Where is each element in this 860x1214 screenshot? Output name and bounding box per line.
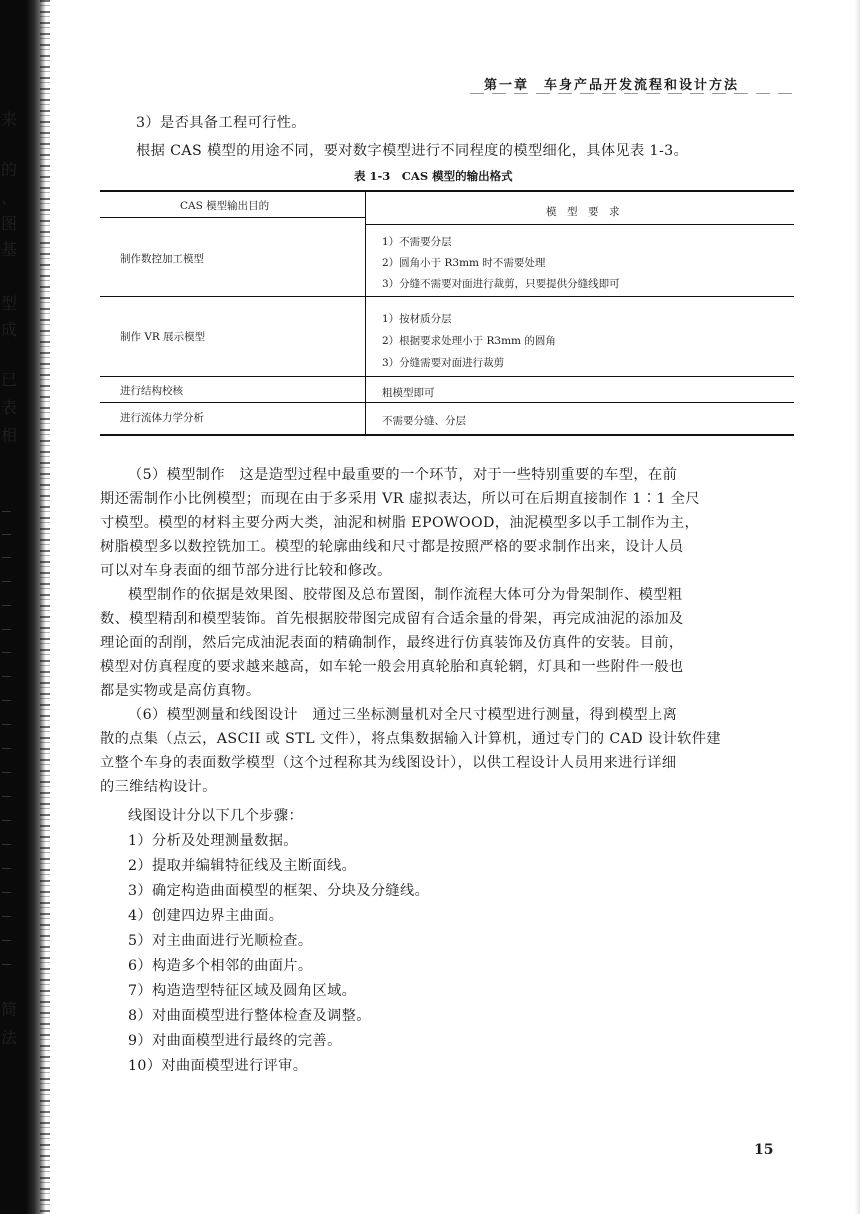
left-dash [2,700,11,701]
text-line: 立整个车身的表面数学模型（这个过程称其为线图设计），以供工程设计人员用来进行详细 [100,755,677,771]
left-char: 基 [1,240,18,259]
text-line: 数、模型精刮和模型装饰。首先根据胶带图完成留有合适余量的骨架，再完成油泥的添加及 [100,611,684,627]
table-row-rule [100,376,794,377]
table-cell-requirement: 粗模型即可 [382,387,435,399]
left-dash [2,892,11,893]
list-item: 2）提取并编辑特征线及主断面线。 [128,858,357,874]
table-cell-requirement: 不需要分缝、分层 [382,415,466,427]
left-dash [2,652,11,653]
paragraph-feasibility: 3）是否具备工程可行性。 [136,115,306,131]
left-char: 表 [1,398,18,417]
table-cell-requirement: 3）分缝需要对面进行裁剪 [382,357,505,369]
table-bottom-rule [100,434,794,436]
left-dash [2,844,11,845]
table-top-rule [100,190,794,192]
left-char: 来 [1,110,18,129]
list-item: 5）对主曲面进行光顺检查。 [128,933,313,949]
left-dash [2,676,11,677]
page-number: 15 [754,1142,774,1158]
text-line: 寸模型。模型的材料主要分两大类，油泥和树脂 EPOWOOD，油泥模型多以手工制作为主， [100,515,700,531]
spine-edge-texture [40,0,50,1214]
left-dash [2,868,11,869]
page-edge-shadow [855,0,860,1214]
table-header-purpose: CAS 模型输出目的 [180,200,270,212]
left-char: 、 [1,188,18,207]
left-dash [2,964,11,965]
cas-output-table [100,190,794,436]
list-item: 9）对曲面模型进行最终的完善。 [128,1033,342,1049]
list-item: 6）构造多个相邻的曲面片。 [128,958,313,974]
left-dash [2,772,11,773]
left-dash [2,748,11,749]
header-rule [470,93,792,94]
text-line: 模型对仿真程度的要求越来越高，如车轮一般会用真轮胎和真轮辋，灯具和一些附件一般也 [100,659,684,675]
table-cell-purpose: 进行结构校核 [120,385,183,397]
text-line: 树脂模型多以数控铣加工。模型的轮廓曲线和尺寸都是按照严格的要求制作出来，设计人员 [100,539,684,555]
table-cell-purpose: 进行流体力学分析 [120,412,204,424]
left-dash [2,796,11,797]
left-char: 型 [1,294,18,313]
table-cell-purpose: 制作 VR 展示模型 [120,331,206,343]
left-dash [2,940,11,941]
table-cell-purpose: 制作数控加工模型 [120,253,204,265]
text-line: 期还需制作小比例模型；而现在由于多采用 VR 虚拟表达，所以可在后期直接制作 1∶1 全尺 [100,491,700,507]
left-char: 图 [1,214,18,233]
left-char: 相 [1,426,18,445]
left-dash [2,724,11,725]
text-line: 的三维结构设计。 [100,779,217,795]
left-dash [2,916,11,917]
left-dash [2,557,11,558]
table-header-rule-right [365,224,794,225]
left-dash [2,534,11,535]
table-header-requirements: 模 型 要 求 [546,206,620,218]
text-line: 理论面的刮削，然后完成油泥表面的精确制作，最终进行仿真装饰及仿真件的安装。目前， [100,635,684,651]
left-char: 简 [1,1000,18,1019]
table-cell-requirement: 2）圆角小于 R3mm 时不需要处理 [382,257,546,269]
text-line: （5）模型制作 这是造型过程中最重要的一个环节，对于一些特别重要的车型，在前 [128,467,678,483]
left-dash [2,511,11,512]
table-cell-requirement: 3）分缝不需要对面进行裁剪，只要提供分缝线即可 [382,278,620,290]
list-item: 8）对曲面模型进行整体检查及调整。 [128,1008,371,1024]
table-column-divider [365,190,366,436]
left-char: 成 [1,320,18,339]
list-item: 3）确定构造曲面模型的框架、分块及分缝线。 [128,883,430,899]
text-line: 散的点集（点云，ASCII 或 STL 文件），将点集数据输入计算机，通过专门的 CAD 设计软件建 [100,731,721,747]
paragraph-cas-intro: 根据 CAS 模型的用途不同，要对数字模型进行不同程度的模型细化，具体见表 1-3。 [136,143,689,159]
table-row-rule [100,296,794,297]
left-char: 的 [1,160,18,179]
list-item: 10）对曲面模型进行评审。 [128,1058,308,1074]
table-cell-requirement: 1）不需要分层 [382,236,452,248]
table-cell-requirement: 1）按材质分层 [382,313,452,325]
list-item: 1）分析及处理测量数据。 [128,833,298,849]
steps-intro: 线图设计分以下几个步骤： [128,808,304,824]
table-row-rule [100,402,794,403]
left-dash [2,581,11,582]
left-dash [2,605,11,606]
text-line: 模型制作的依据是效果图、胶带图及总布置图，制作流程大体可分为骨架制作、模型粗 [128,587,683,603]
table-header-rule-left [100,217,365,218]
left-char: 已 [1,370,18,389]
list-item: 4）创建四边界主曲面。 [128,908,284,924]
running-header: 第一章 车身产品开发流程和设计方法 [484,78,740,93]
text-line: （6）模型测量和线图设计 通过三坐标测量机对全尺寸模型进行测量，得到模型上离 [128,707,678,723]
left-char: 法 [1,1028,18,1047]
text-line: 可以对车身表面的细节部分进行比较和修改。 [100,563,392,579]
table-caption: 表 1-3 CAS 模型的输出格式 [354,169,513,183]
list-item: 7）构造造型特征区域及圆角区域。 [128,983,357,999]
left-dash [2,629,11,630]
left-dash [2,820,11,821]
table-cell-requirement: 2）根据要求处理小于 R3mm 的圆角 [382,335,556,347]
text-line: 都是实物或是高仿真物。 [100,683,261,699]
